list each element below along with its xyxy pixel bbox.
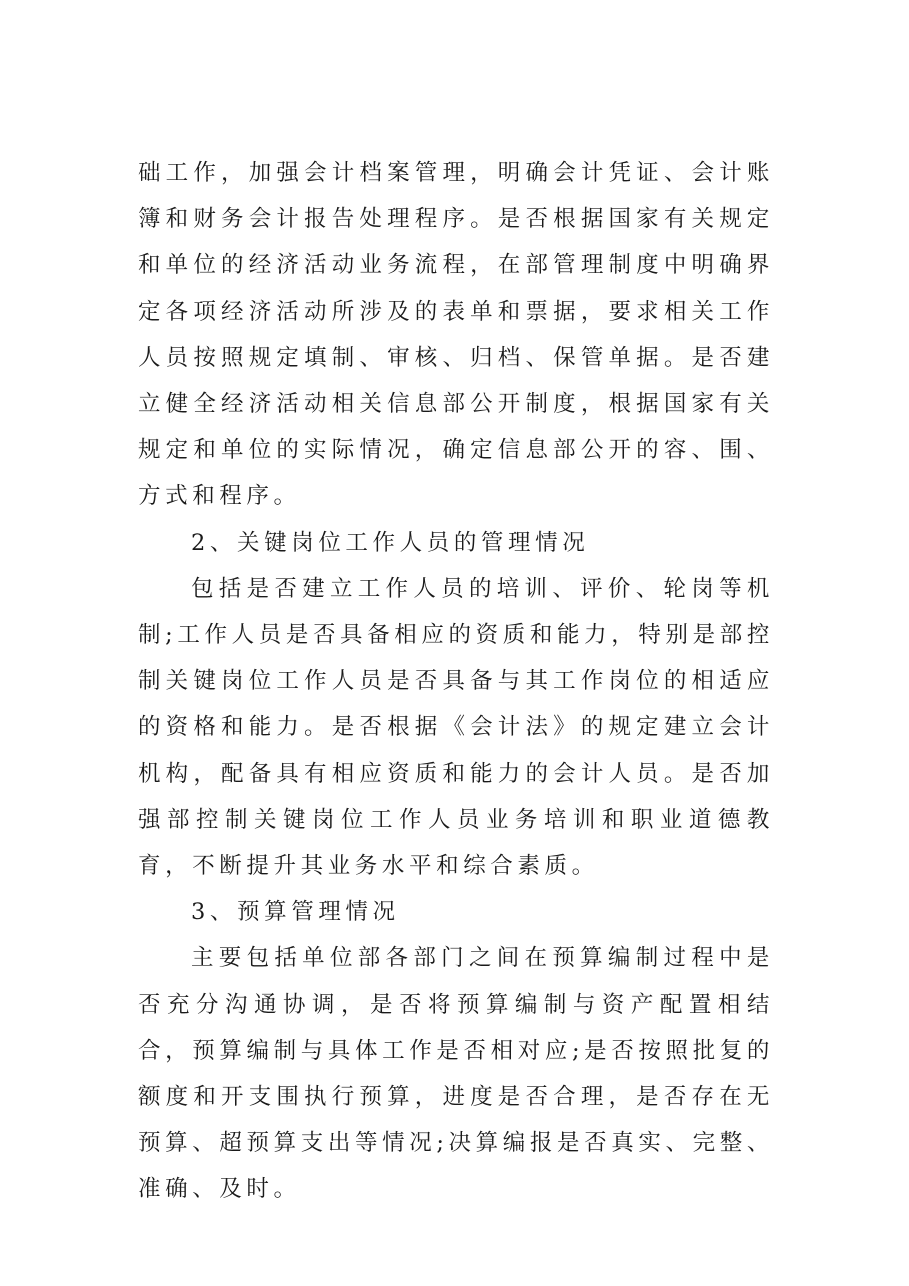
paragraph-key-positions: 包括是否建立工作人员的培训、评价、轮岗等机制;工作人员是否具备相应的资质和能力，特别是部控制关键岗位工作人员是否具备与其工作岗位的相适应的资格和能力。是否根据《会计法》的规定建立会计机构，配备具有相应资质和能力的会计人员。是否加强部控制关键岗位工作人员业务培训和职业道德教育，不断提升其业务水平和综合素质。 (138, 575, 774, 880)
section-heading-budget: 3、预算管理情况 (191, 899, 400, 926)
section-heading-key-positions: 2、关键岗位工作人员的管理情况 (191, 529, 590, 556)
paragraph-budget: 主要包括单位部各部门之间在预算编制过程中是否充分沟通协调，是否将预算编制与资产配置相结合，预算编制与具体工作是否相对应;是否按照批复的额度和开支围执行预算，进度是否合理，是否存在无预算、超预算支出等情况;决算编报是否真实、完整、准确、及时。 (138, 945, 774, 1203)
paragraph-continuation: 础工作，加强会计档案管理，明确会计凭证、会计账簿和财务会计报告处理程序。是否根据国家有关规定和单位的经济活动业务流程，在部管理制度中明确界定各项经济活动所涉及的表单和票据，要求相关工作人员按照规定填制、审核、归档、保管单据。是否建立健全经济活动相关信息部公开制度，根据国家有关规定和单位的实际情况，确定信息部公开的容、围、方式和程序。 (138, 160, 774, 510)
document-body (138, 150, 774, 1213)
